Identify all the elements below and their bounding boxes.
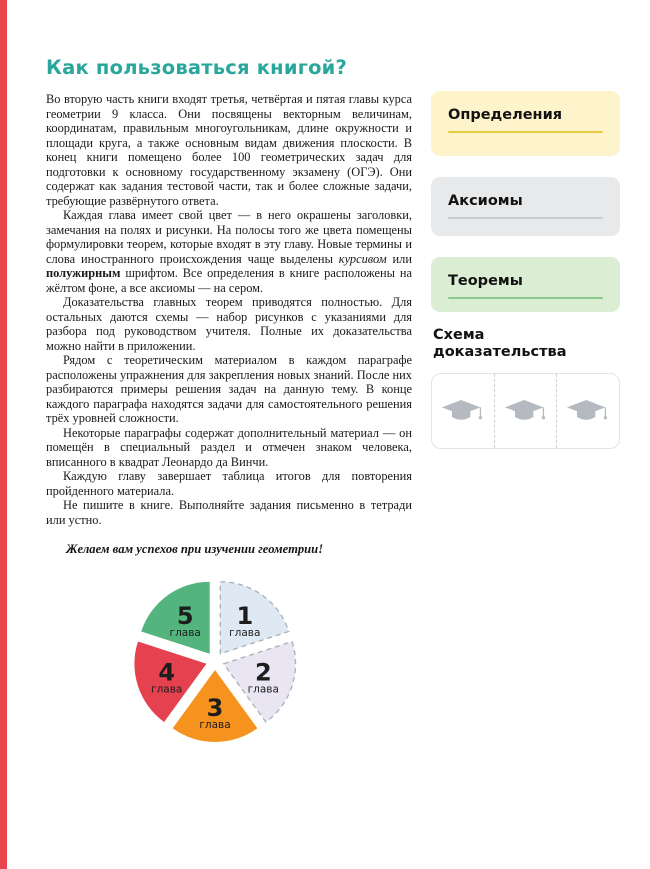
pie-slice-number: 1 <box>236 601 254 630</box>
pie-slice-number: 4 <box>158 658 176 687</box>
body-text <box>46 92 412 527</box>
definitions-underline <box>448 131 603 133</box>
text-segment: Рядом с теоретическим материалом в каждом параграфе расположены упражнения для закрепления новых знаний. После них разбираются примеры решения задач на данную тему. В конце каждого параграфа находятся задачи для самостоятельного решения трёх уровней сложности. <box>46 353 412 425</box>
pie-slice-sublabel: глава <box>229 626 261 639</box>
page-edge-stripe <box>0 0 7 869</box>
pie-slice-sublabel: глава <box>169 626 201 639</box>
theorems-underline <box>448 297 603 299</box>
main-column <box>46 56 412 766</box>
proof-scheme-panel <box>431 373 620 449</box>
scheme-step-2 <box>494 374 557 448</box>
proof-scheme-title: Схема доказательства <box>433 327 567 361</box>
text-segment: Доказательства главных теорем приводятся полностью. Для остальных даются схемы — набор рисунков с указаниями для разбора под руководством учителя. Полные их доказательства можно найти в приложении. <box>46 295 412 353</box>
text-segment: полужирным <box>46 266 121 280</box>
pie-slice-sublabel: глава <box>199 718 231 731</box>
chapters-pie-chart <box>65 561 412 766</box>
pie-slice-sublabel: глава <box>151 683 183 696</box>
pie-slice-number: 3 <box>206 693 224 722</box>
theorems-box <box>431 257 620 312</box>
page-title: Как пользоваться книгой? <box>46 56 348 79</box>
pie-slice-number: 2 <box>254 658 272 687</box>
text-segment: Во вторую часть книги входят третья, четвёртая и пятая главы курса геометрии 9 класса. Они посвящены векторным величинам, координатам, правильным многоугольникам, длине окружности и площади круга, а также основным видам движения плоскости. В конец книги помещено более 100 геометрических задач для подготовки к основному государственному экзамену (ОГЭ). Они содержат как задания тестовой части, так и более сложные задачи, требующие развёрнутого ответа. <box>46 92 412 208</box>
graduation-cap-icon <box>441 398 485 424</box>
paragraph <box>46 469 412 498</box>
paragraph <box>46 426 412 470</box>
pie-slice-number: 5 <box>176 601 194 630</box>
pie-chart-svg <box>65 561 365 761</box>
paragraph <box>46 92 412 208</box>
axioms-label: Аксиомы <box>448 193 523 209</box>
text-segment: курсивом <box>338 251 387 266</box>
axioms-underline <box>448 217 603 219</box>
paragraph <box>46 353 412 426</box>
text-segment: Каждая глава имеет свой цвет — в него окрашены заголовки, замечания на полях и рисунки. На полосы того же цвета помещены формулировки теорем, которые входят в эту главу. Новые термины и слова иностранного происхождения чаще выделены <box>46 208 412 266</box>
graduation-cap-icon <box>566 398 610 424</box>
paragraph <box>46 498 412 527</box>
definitions-box <box>431 91 620 156</box>
text-segment: или <box>386 251 412 266</box>
sidebar <box>431 91 620 766</box>
pie-slice-sublabel: глава <box>247 683 279 696</box>
pie-slice-1 <box>220 582 288 654</box>
pie-slice-5 <box>141 582 209 654</box>
text-segment: Некоторые параграфы содержат дополнительный материал — он помещён в специальный раздел и отмечен знаком человека, вписанного в квадрат Леонардо да Винчи. <box>46 425 412 469</box>
graduation-cap-icon <box>504 398 548 424</box>
text-segment: Каждую главу завершает таблица итогов для повторения пройденного материала. <box>46 469 412 498</box>
scheme-step-3 <box>556 374 619 448</box>
theorems-label: Теоремы <box>448 273 523 289</box>
text-segment: шрифтом. Все определения в книге расположены на жёлтом фоне, а все аксиомы — на сером. <box>46 266 412 295</box>
axioms-box <box>431 177 620 236</box>
definitions-label: Определения <box>448 107 563 123</box>
paragraph <box>46 295 412 353</box>
text-segment: Не пишите в книге. Выполняйте задания письменно в тетради или устно. <box>46 498 412 527</box>
paragraph <box>46 208 412 295</box>
scheme-step-1 <box>432 374 494 448</box>
closing-wish: Желаем вам успехов при изучении геометрии! <box>66 542 324 556</box>
